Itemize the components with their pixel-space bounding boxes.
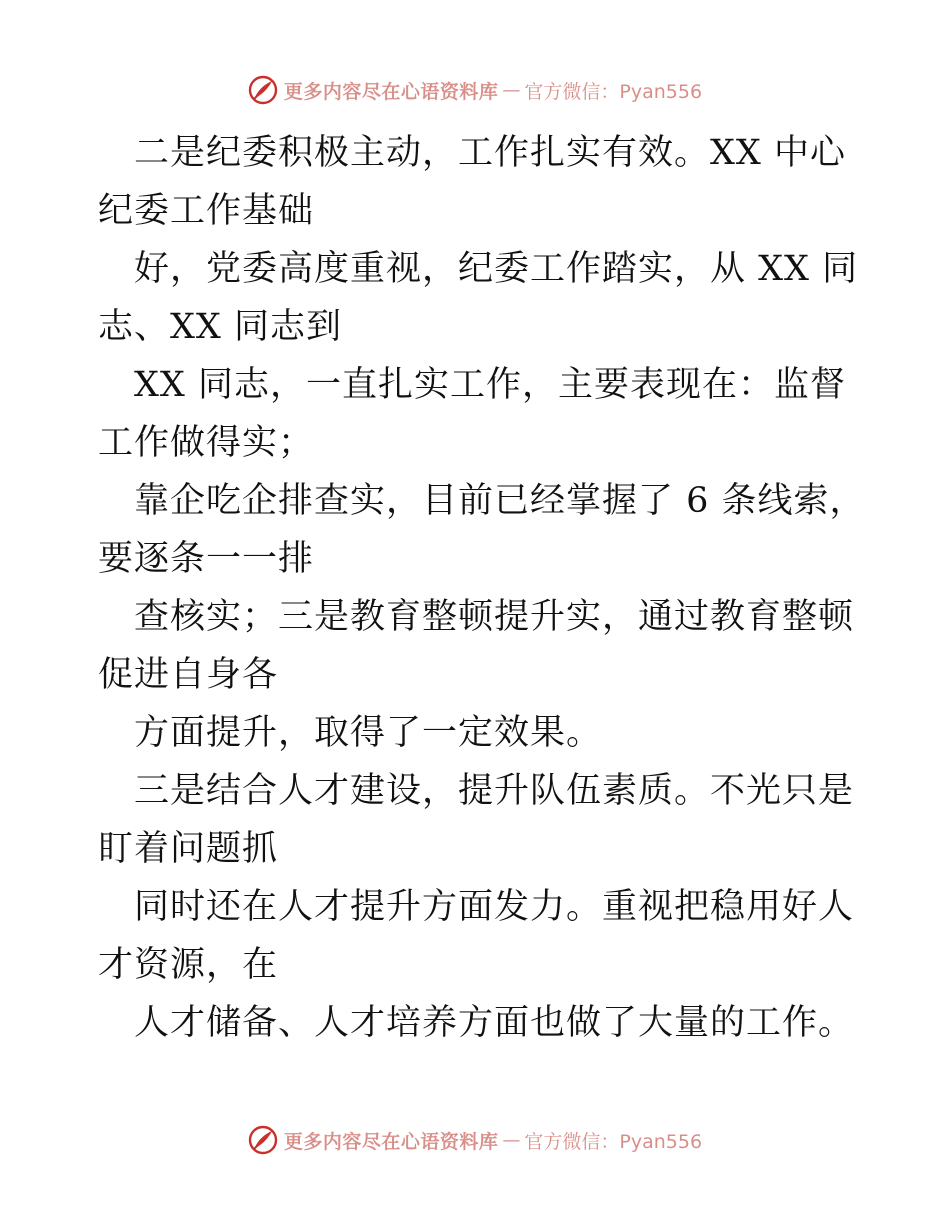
banner-separator: — <box>502 79 521 101</box>
wechat-id-text: 官方微信：Pyan556 <box>524 80 703 103</box>
header-watermark-banner <box>0 72 950 108</box>
paragraph: XX 同志，一直扎实工作，主要表现在：监督工作做得实； <box>98 365 846 463</box>
paragraph: 查核实；三是教育整顿提升实，通过教育整顿促进自身各 <box>98 597 855 695</box>
paragraph: 三是结合人才建设，提升队伍素质。不光只是盯着问题抓 <box>98 771 855 869</box>
banner-separator: — <box>502 1129 521 1151</box>
feather-pen-logo-icon <box>248 1125 278 1155</box>
site-name-text: 更多内容尽在心语资料库 <box>283 1130 499 1153</box>
site-name-text: 更多内容尽在心语资料库 <box>283 80 499 103</box>
paragraph: 同时还在人才提升方面发力。重视把稳用好人才资源，在 <box>98 887 855 985</box>
document-body <box>98 124 868 1052</box>
paragraph: 二是纪委积极主动，工作扎实有效。XX 中心纪委工作基础 <box>98 133 846 231</box>
paragraph: 靠企吃企排查实，目前已经掌握了 6 条线索，要逐条一一排 <box>98 481 866 579</box>
paragraph: 人才储备、人才培养方面也做了大量的工作。 <box>134 1003 855 1043</box>
feather-pen-logo-icon <box>248 75 278 105</box>
paragraph: 好，党委高度重视，纪委工作踏实，从 XX 同志、XX 同志到 <box>98 249 859 347</box>
footer-watermark-banner <box>0 1122 950 1158</box>
wechat-id-text: 官方微信：Pyan556 <box>524 1130 703 1153</box>
paragraph: 方面提升，取得了一定效果。 <box>134 713 603 753</box>
